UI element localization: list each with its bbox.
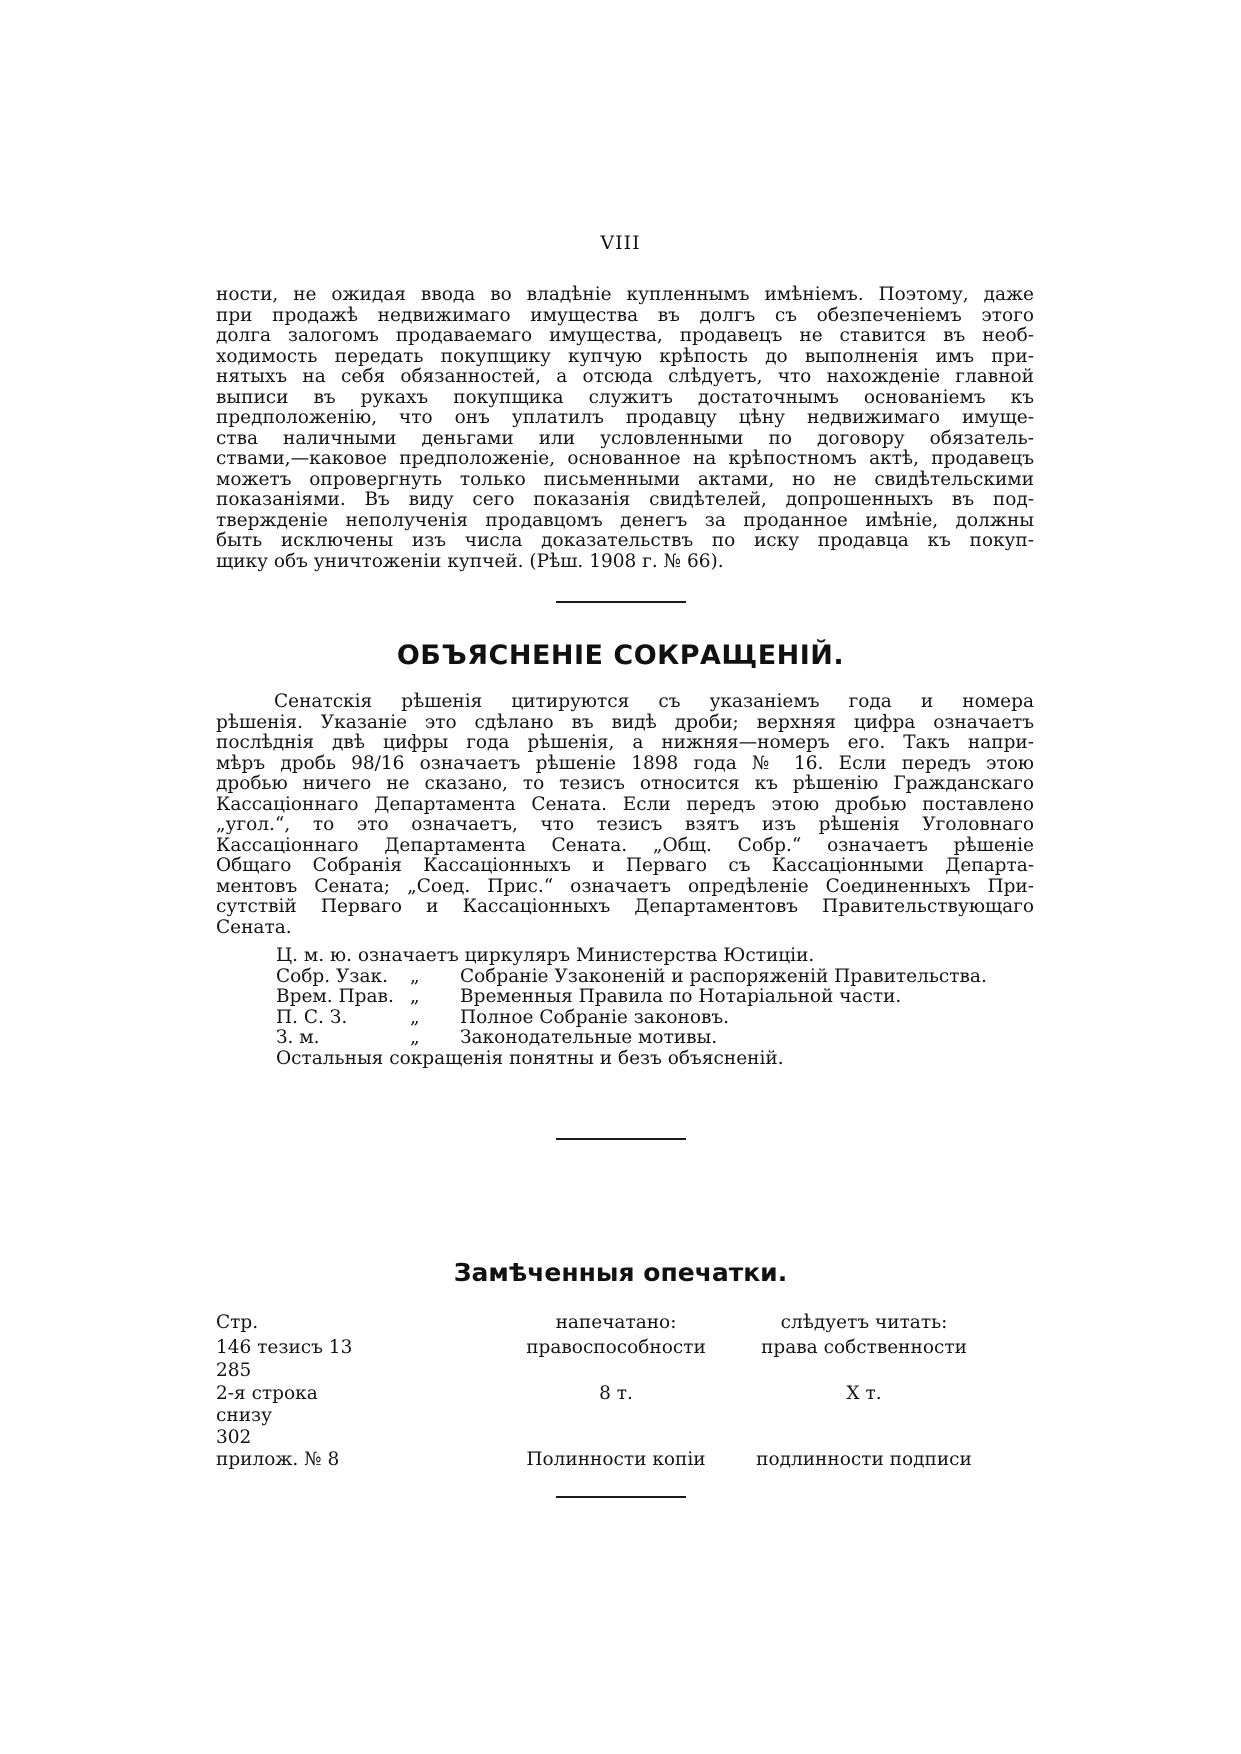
errata-page: 146 тезисъ 13	[216, 1337, 353, 1358]
errata-page: 302	[216, 1427, 252, 1448]
abbreviation-key: Собр. Узак.	[276, 965, 388, 987]
abbreviation-meaning: Собраніе Узаконеній и распоряженій Правительства.	[460, 965, 987, 987]
text-line: нятыхъ на себя обязанностей, а отсюда слѣдуетъ, что нахожденіе главной	[216, 366, 1034, 387]
abbreviations-closing: Остальныя сокращенія понятны и безъ объясненій.	[276, 1047, 784, 1069]
text-line: ствами,—каковое предположеніе, основанное на крѣпостномъ актѣ, продавецъ	[216, 448, 1034, 469]
errata-page: снизу	[216, 1405, 272, 1426]
text-line: сутствій Перваго и Кассаціонныхъ Департаментовъ Правительствующаго	[216, 896, 1034, 917]
text-line: рѣшенія. Указаніе это сдѣлано въ видѣ дроби; верхняя цифра означаетъ	[216, 711, 1034, 733]
errata-title: Замѣченныя опечатки.	[453, 1258, 788, 1287]
text-line: ности, не ожидая ввода во владѣніе купленнымъ имѣніемъ. Поэтому, даже	[216, 284, 1034, 305]
abbreviation-key: Врем. Прав.	[276, 986, 394, 1007]
abbreviations-intro	[216, 692, 1034, 938]
errata-row	[216, 1360, 1016, 1381]
text-line: можетъ опровергнуть только письменными актами, но не свидѣтельскими	[216, 468, 1034, 490]
errata-page: прилож. № 8	[216, 1449, 340, 1470]
ditto-mark: „	[410, 965, 420, 987]
divider-middle	[556, 1138, 686, 1140]
abbreviation-item	[276, 1008, 987, 1029]
abbreviation-item	[276, 967, 987, 988]
text-line: предположенію, что онъ уплатилъ продавцу цѣну недвижимаго имуще-	[216, 407, 1034, 428]
text-line: дробью ничего не сказано, то тезисъ относится къ рѣшенію Гражданскаго	[216, 773, 1034, 794]
text-line: твержденіе неполученія продавцомъ денегъ за проданное имѣніе, должны	[216, 509, 1034, 531]
errata-printed: Полинности копіи	[526, 1449, 706, 1470]
text-line: мѣръ дробь 98/16 означаетъ рѣшеніе 1898 года № 16. Если передъ этою	[216, 752, 1034, 774]
errata-printed: правоспособности	[526, 1337, 706, 1358]
errata-row	[216, 1337, 1016, 1358]
errata-header	[216, 1312, 1016, 1333]
abbreviations-list	[276, 946, 987, 1069]
errata-page: 285	[216, 1360, 252, 1381]
text-line: при продажѣ недвижимаго имущества въ долгъ съ обезпеченіемъ этого	[216, 304, 1034, 326]
abbreviations-title: ОБЪЯСНЕНІЕ СОКРАЩЕНІЙ.	[396, 640, 845, 671]
text-line: ментовъ Сената; „Соед. Прис.“ означаетъ опредѣленіе Соединенныхъ При-	[216, 875, 1034, 897]
errata-row	[216, 1405, 1016, 1426]
errata-row	[216, 1383, 1016, 1404]
text-line: Кассаціоннаго Департамента Сената. Если передъ этою дробью поставлено	[216, 793, 1034, 815]
decision-paragraph	[216, 285, 1034, 572]
divider-top	[556, 601, 686, 603]
text-line: быть исключены изъ числа доказательствъ по иску продавца къ покуп-	[216, 530, 1034, 551]
errata-table	[216, 1312, 1016, 1470]
text-line: послѣднія двѣ цифры года рѣшенія, а нижняя—номеръ его. Такъ напри-	[216, 732, 1034, 753]
errata-row	[216, 1449, 1016, 1470]
ditto-mark: „	[410, 986, 420, 1007]
ditto-mark: „	[410, 1027, 420, 1048]
text-line: щику объ уничтоженіи купчей. (Рѣш. 1908 г. № 66).	[216, 550, 724, 572]
page-number: VIII	[600, 232, 641, 254]
text-line: Кассаціоннаго Департамента Сената. „Общ. Собр.“ означаетъ рѣшеніе	[216, 834, 1034, 856]
text-line: ства наличными деньгами или условленными по договору обязатель-	[216, 427, 1034, 449]
text-line: Сената.	[216, 916, 292, 938]
errata-row	[216, 1427, 1016, 1448]
abbreviation-item	[276, 987, 987, 1008]
text-line: Общаго Собранія Кассаціонныхъ и Перваго съ Кассаціонными Департа-	[216, 855, 1034, 876]
errata-printed: 8 т.	[599, 1383, 633, 1404]
errata-correct: права собственности	[761, 1337, 967, 1358]
text-line: ходимость передать покупщику купчую крѣпость до выполненія имъ при-	[216, 345, 1034, 367]
text-line: Сенатскія рѣшенія цитируются съ указаніемъ года и номера	[274, 691, 1034, 712]
errata-header-page: Стр.	[216, 1312, 259, 1333]
abbreviation-meaning: Законодательные мотивы.	[460, 1027, 718, 1048]
errata-rows	[216, 1337, 1016, 1470]
errata-header-correct: слѣдуетъ читать:	[780, 1312, 948, 1333]
text-line: долга залогомъ продаваемаго имущества, продавецъ не ставится въ необ-	[216, 325, 1034, 346]
errata-page: 2-я строка	[216, 1383, 318, 1404]
divider-bottom	[556, 1496, 686, 1498]
errata-correct: X т.	[846, 1383, 882, 1404]
errata-header-printed: напечатано:	[555, 1312, 677, 1333]
abbreviation-cm-line: Ц. м. ю. означаетъ циркуляръ Министерства Юстиціи.	[276, 945, 815, 966]
abbreviation-meaning: Полное Собраніе законовъ.	[460, 1006, 730, 1028]
text-line: выписи въ рукахъ покупщика служитъ достаточнымъ основаніемъ къ	[216, 386, 1034, 408]
ditto-mark: „	[410, 1006, 420, 1028]
text-line: показаніями. Въ виду сего показанія свидѣтелей, допрошенныхъ въ под-	[216, 489, 1034, 510]
abbreviation-item	[276, 1028, 987, 1049]
abbreviation-items	[276, 967, 987, 1049]
text-line: „угол.“, то это означаетъ, что тезисъ взятъ изъ рѣшенія Уголовнаго	[216, 814, 1034, 835]
abbreviation-key: З. м.	[276, 1027, 320, 1048]
errata-correct: подлинности подписи	[756, 1449, 972, 1470]
abbreviation-key: П. С. З.	[276, 1006, 348, 1028]
abbreviation-meaning: Временныя Правила по Нотаріальной части.	[460, 986, 902, 1007]
